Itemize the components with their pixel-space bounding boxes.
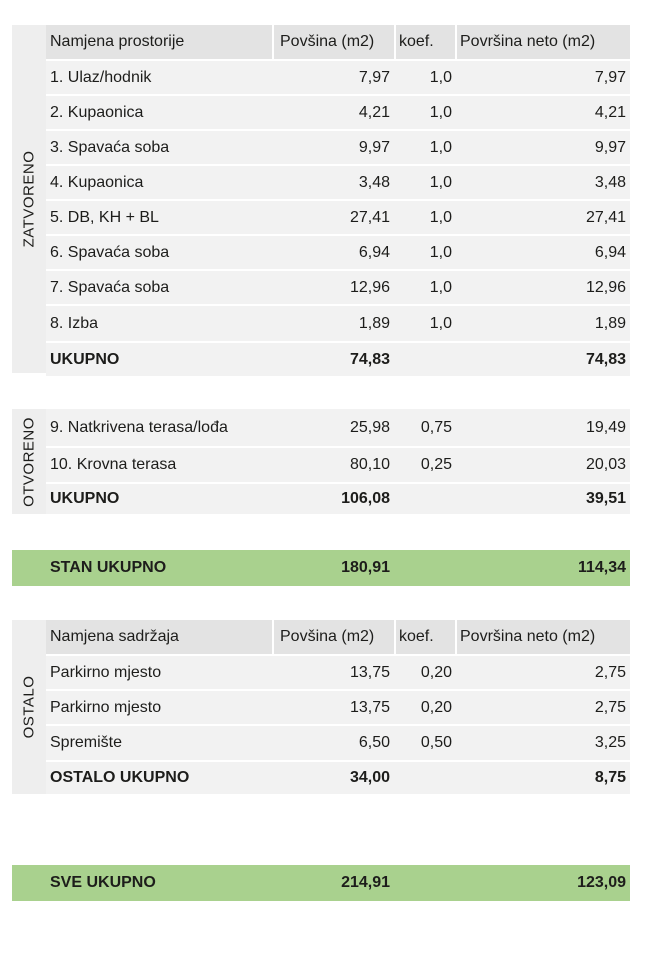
closed-rows: [46, 25, 630, 376]
room-area: 12,96: [349, 278, 390, 296]
table-row: [46, 129, 630, 164]
apartment-total-band: [12, 550, 630, 586]
space-area: 13,75: [349, 698, 390, 716]
room-coef: 1,0: [429, 138, 452, 156]
room-area: 4,21: [358, 103, 390, 121]
room-coef: 1,0: [429, 208, 452, 226]
room-name: 8. Izba: [50, 314, 99, 332]
other-spaces-table: [12, 620, 630, 794]
other-side-text: OSTALO: [20, 675, 38, 739]
space-coef: 0,20: [420, 663, 452, 681]
table-header: [46, 25, 630, 59]
total-net: 74,83: [585, 350, 626, 368]
table-row: [46, 304, 630, 341]
apartment-total-label: STAN UKUPNO: [50, 559, 167, 576]
header-coef: koef.: [399, 33, 434, 50]
header-name: Namjena prostorije: [50, 33, 185, 50]
table-row: [46, 164, 630, 199]
room-area: 1,89: [358, 314, 390, 332]
open-rows: [46, 409, 630, 514]
header-area: Povšina (m2): [280, 628, 375, 645]
grand-total-label: SVE UKUPNO: [50, 874, 156, 891]
room-name: 6. Spavaća soba: [50, 243, 170, 261]
room-coef: 1,0: [429, 243, 452, 261]
space-net: 2,75: [594, 698, 626, 716]
table-row: [46, 94, 630, 129]
closed-rooms-table: [12, 25, 630, 373]
room-name: 2. Kupaonica: [50, 103, 144, 121]
total-area: 74,83: [349, 350, 390, 368]
total-area: 106,08: [341, 490, 390, 507]
apartment-total-area: 180,91: [341, 559, 390, 576]
total-label: OSTALO UKUPNO: [50, 769, 190, 786]
other-side-label: [12, 620, 46, 794]
header-area: Povšina (m2): [280, 33, 375, 50]
space-name: Parkirno mjesto: [50, 698, 162, 716]
open-side-label: [12, 409, 46, 514]
room-name: 5. DB, KH + BL: [50, 208, 159, 226]
total-area: 34,00: [349, 769, 390, 786]
table-row: [46, 59, 630, 94]
room-coef: 1,0: [429, 278, 452, 296]
room-net: 6,94: [594, 243, 626, 261]
grand-total-net: 123,09: [577, 874, 626, 891]
space-area: 13,75: [349, 663, 390, 681]
space-coef: 0,20: [420, 698, 452, 716]
table-header: [46, 620, 630, 654]
room-name: 1. Ulaz/hodnik: [50, 68, 152, 86]
header-coef: koef.: [399, 628, 434, 645]
total-row: [46, 341, 630, 376]
table-row: [46, 409, 630, 446]
room-net: 12,96: [585, 278, 626, 296]
room-area: 25,98: [349, 418, 390, 436]
room-net: 20,03: [585, 456, 626, 473]
space-net: 3,25: [594, 734, 626, 751]
space-area: 6,50: [358, 734, 390, 751]
room-coef: 0,25: [420, 456, 452, 473]
room-name: 4. Kupaonica: [50, 173, 144, 191]
table-row: [46, 234, 630, 269]
room-area: 27,41: [349, 208, 390, 226]
room-net: 3,48: [594, 173, 626, 191]
room-coef: 1,0: [429, 314, 452, 332]
apartment-total-net: 114,34: [577, 559, 626, 576]
room-net: 4,21: [594, 103, 626, 121]
room-net: 27,41: [585, 208, 626, 226]
closed-side-text: ZATVORENO: [20, 150, 38, 248]
room-area: 7,97: [358, 68, 390, 86]
room-name: 10. Krovna terasa: [50, 456, 177, 473]
room-area: 80,10: [349, 456, 390, 473]
open-side-text: OTVORENO: [20, 416, 38, 507]
room-name: 9. Natkrivena terasa/lođa: [50, 418, 228, 436]
space-net: 2,75: [594, 663, 626, 681]
room-coef: 1,0: [429, 103, 452, 121]
room-coef: 0,75: [420, 418, 452, 436]
closed-side-label: [12, 25, 46, 373]
total-row: [46, 760, 630, 794]
space-coef: 0,50: [420, 734, 452, 751]
room-net: 1,89: [594, 314, 626, 332]
total-label: UKUPNO: [50, 350, 120, 368]
total-net: 8,75: [594, 769, 626, 786]
open-rooms-table: [12, 409, 630, 514]
table-row: [46, 689, 630, 724]
header-net: Površina neto (m2): [460, 33, 596, 50]
table-row: [46, 199, 630, 234]
room-area: 6,94: [358, 243, 390, 261]
table-row: [46, 724, 630, 760]
header-name: Namjena sadržaja: [50, 628, 179, 645]
grand-total-area: 214,91: [341, 874, 390, 891]
room-area: 9,97: [358, 138, 390, 156]
room-area: 3,48: [358, 173, 390, 191]
table-row: [46, 269, 630, 304]
room-name: 7. Spavaća soba: [50, 278, 170, 296]
room-coef: 1,0: [429, 68, 452, 86]
total-label: UKUPNO: [50, 490, 120, 507]
table-row: [46, 654, 630, 689]
table-row: [46, 446, 630, 482]
header-net: Površina neto (m2): [460, 628, 596, 645]
room-name: 3. Spavaća soba: [50, 138, 170, 156]
space-name: Parkirno mjesto: [50, 663, 162, 681]
space-name: Spremište: [50, 734, 123, 751]
grand-total-band: [12, 865, 630, 901]
other-rows: [46, 620, 630, 794]
total-net: 39,51: [585, 490, 626, 507]
room-net: 7,97: [594, 68, 626, 86]
room-net: 9,97: [594, 138, 626, 156]
room-coef: 1,0: [429, 173, 452, 191]
total-row: [46, 482, 630, 514]
room-net: 19,49: [585, 418, 626, 436]
